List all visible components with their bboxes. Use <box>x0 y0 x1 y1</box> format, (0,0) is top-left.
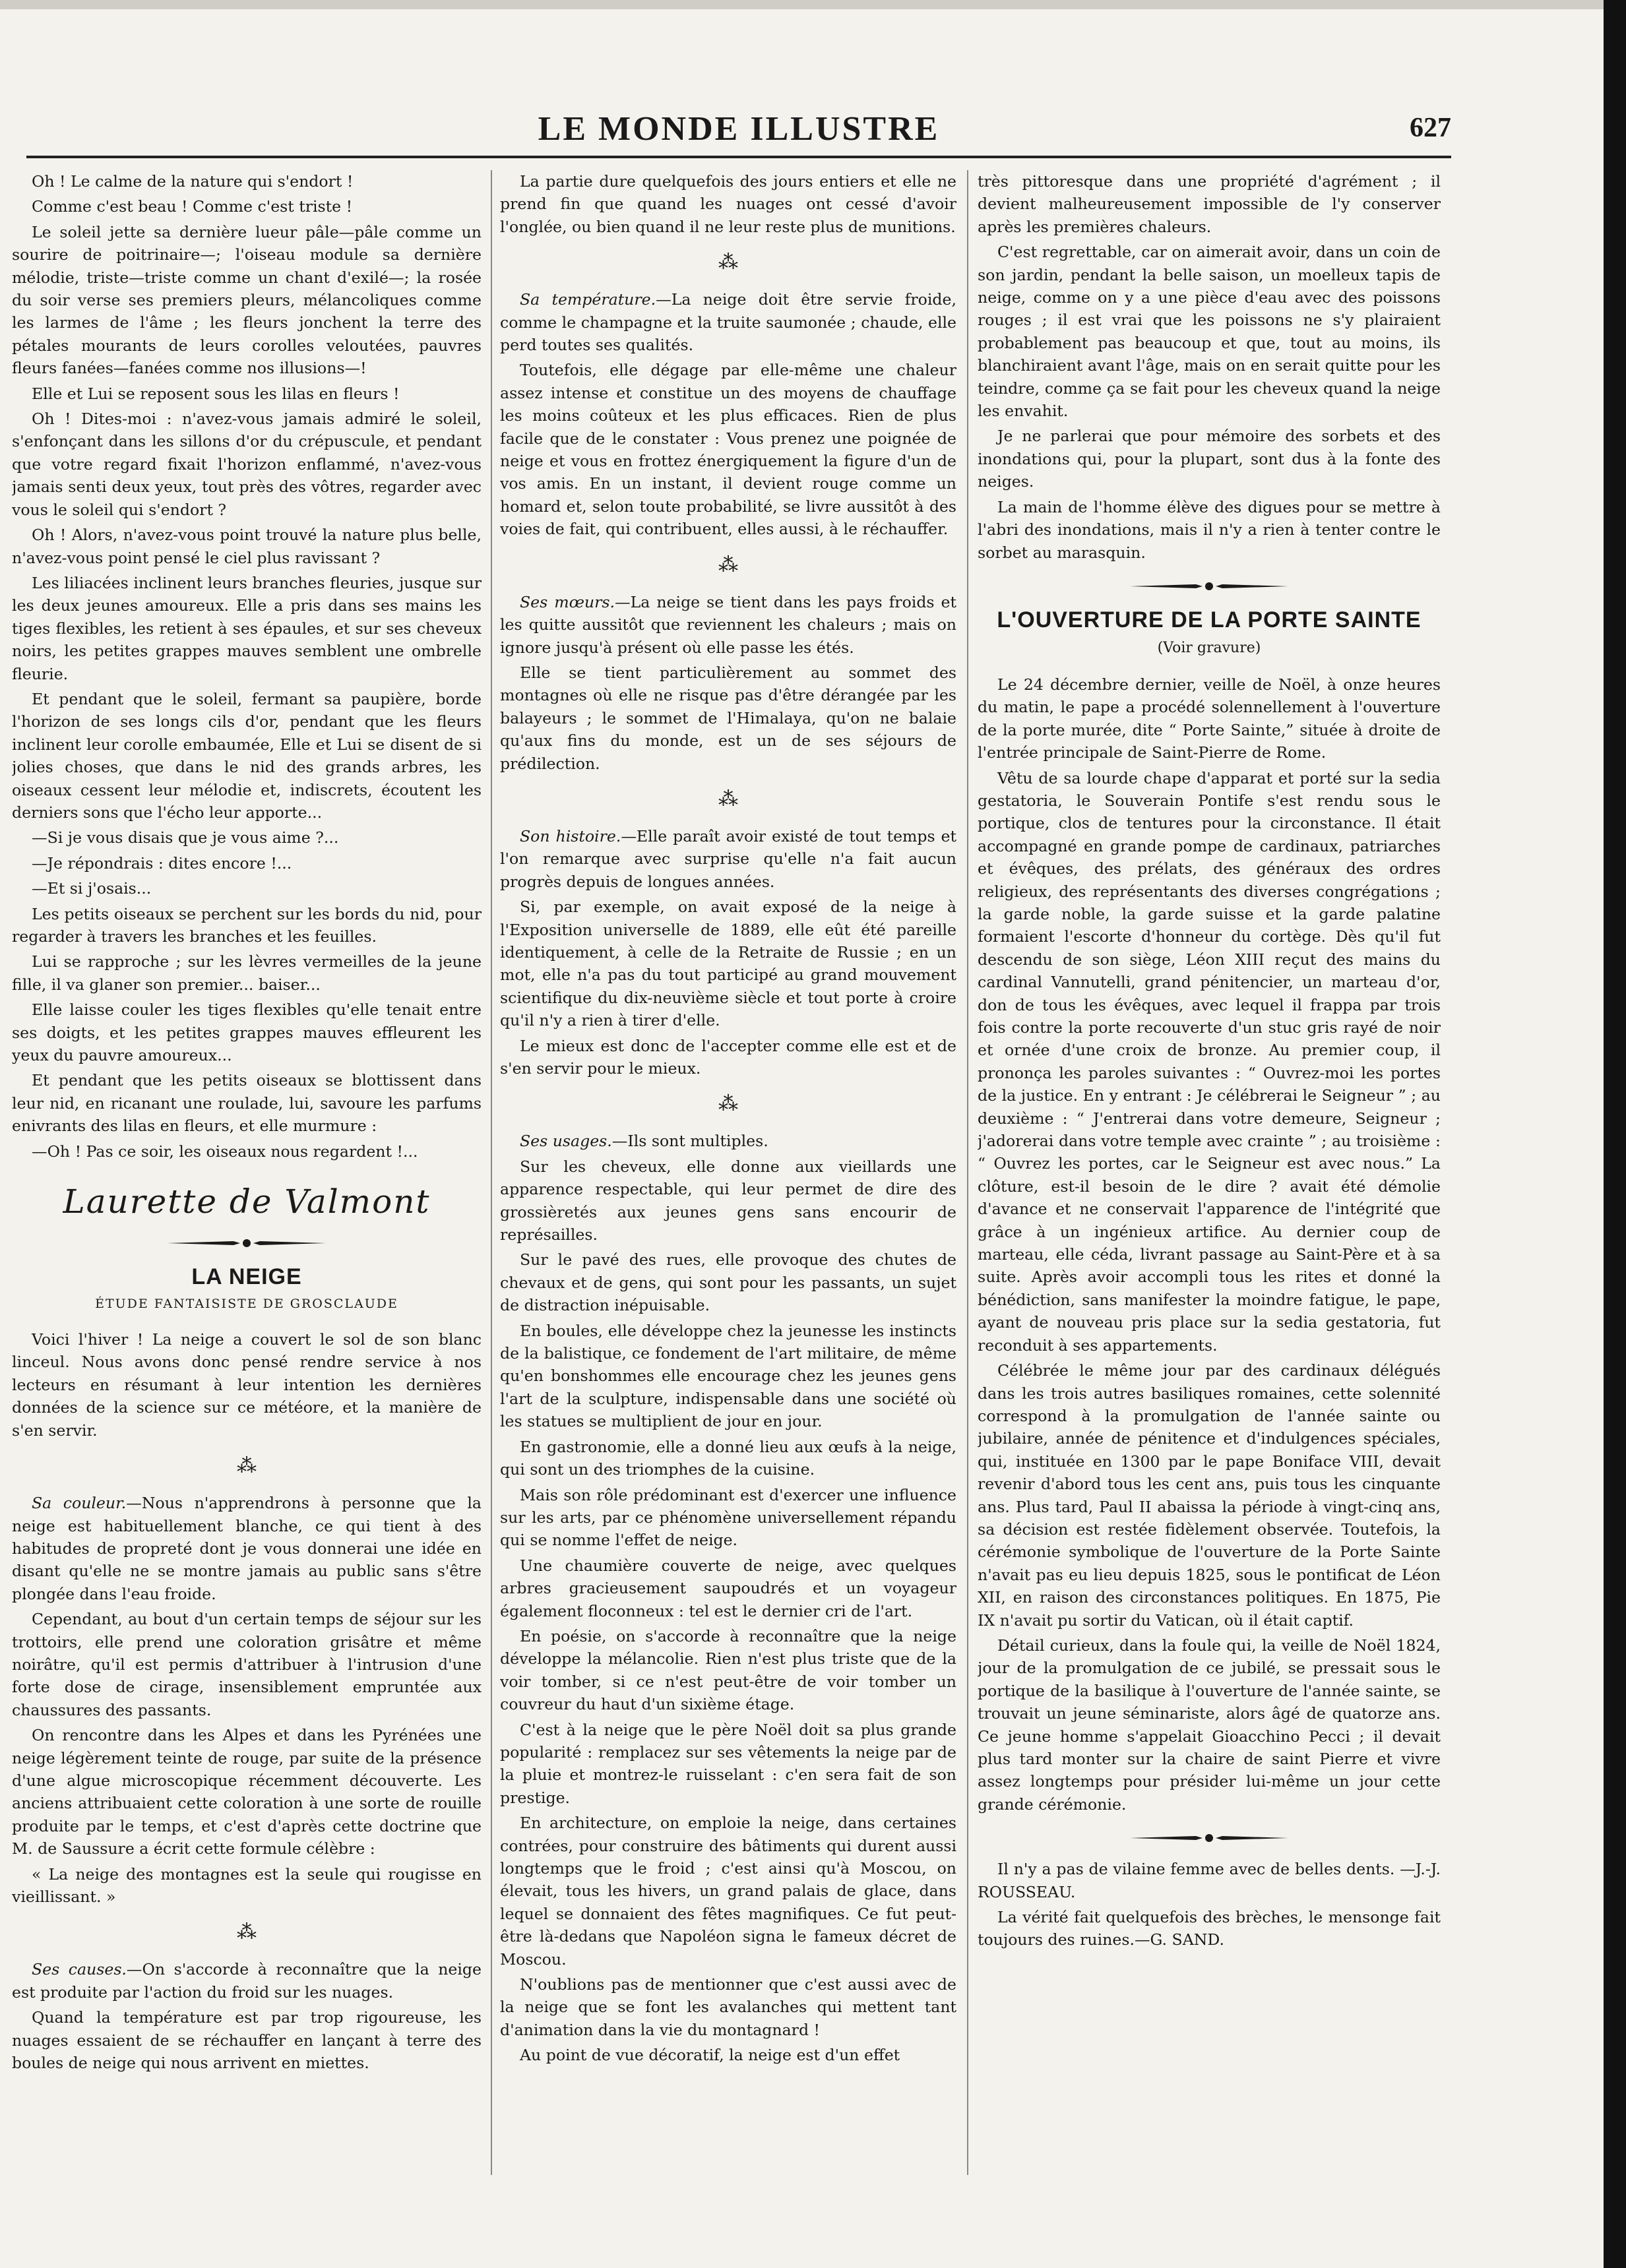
column-divider <box>491 170 492 2175</box>
section-stars: ⁂ <box>718 1092 738 1116</box>
usages-paragraph: Sur les cheveux, elle donne aux vieillards une apparence respectable, qui leur permet de dire des grossièretés aux jeunes gens sans encourir de représailles. <box>500 1157 956 1244</box>
column-middle <box>500 170 956 2175</box>
usages-paragraph: En gastronomie, elle a donné lieu aux œufs à la neige, qui sont un des triomphes de la cuisine. <box>500 1437 956 1479</box>
causes-text: —On s'accorde à reconnaître que la neige est produite par l'action du froid sur les nuages. <box>12 1960 482 2002</box>
histoire-p2: Si, par exemple, on avait exposé de la neige à l'Exposition universelle de 1889, elle eût été pareille identiquement, à celle de la Retraite de Russie ; en un mot, elle n'a pas du tout participé au grand mouvement scientifique du dix-neuvième siècle et tout porte à croire qu'il n'y a rien à tirer d'elle. <box>500 898 956 1030</box>
article-title-la-neige: LA NEIGE <box>191 1264 302 1290</box>
poem-paragraph: —Et si j'osais... <box>32 879 152 898</box>
usages-paragraph: En poésie, on s'accorde à reconnaître que la neige développe la mélancolie. Rien n'est plus triste que de la voir tomber, si ce n'est peut-être de voir tomber un couvreur du haut d'un sixième étage. <box>500 1626 956 1714</box>
poem-paragraph: Oh ! Alors, n'avez-vous point trouvé la nature plus belle, n'avez-vous point pensé le ciel plus ravissant ? <box>12 526 482 567</box>
temperature-paragraph <box>500 288 956 356</box>
poem-paragraph: Le soleil jette sa dernière lueur pâle—pâle comme un sourire de poitrinaire—; l'oiseau module sa dernière mélodie, triste—triste comme un chant d'exilé—; la rosée du soir verse ses premiers pleurs, mélancoliques comme les larmes de l'âme ; les fleurs jonchent la terre des pétales mourants de leurs corolles veloutées, pauvres fleurs fanées—fanées comme nos illusions—! <box>12 222 482 378</box>
usages-paragraph: Une chaumière couverte de neige, avec quelques arbres gracieusement saupoudrés et un voyageur également floconneux : tel est le dernier cri de l'art. <box>500 1556 956 1620</box>
moeurs-paragraph <box>500 591 956 659</box>
couleur-text: —Nous n'apprendrons à personne que la neige est habituellement blanche, ce qui tient à des habitudes de propreté dont je vous donnerai une idée en disant qu'elle ne se montre jamais au public sans s'être plongée dans l'eau froide. <box>12 1494 482 1603</box>
temperature-label: Sa température. <box>520 290 656 309</box>
section-stars: ⁂ <box>718 251 738 274</box>
poem-paragraph: Oh ! Le calme de la nature qui s'endort ! <box>32 172 354 191</box>
temperature-text: —La neige doit être servie froide, comme le champagne et la truite saumonée ; chaude, elle perd toutes ses qualités. <box>500 290 956 355</box>
maxim-sand: La vérité fait quelquefois des brèches, le mensonge fait toujours des ruines.—G. SAND. <box>978 1908 1441 1949</box>
histoire-text: —Elle paraît avoir existé de tout temps et l'on remarque avec surprise qu'elle n'a fait aucun progrès depuis de longues années. <box>500 826 956 891</box>
couleur-p3: On rencontre dans les Alpes et dans les Pyrénées une neige légèrement teinte de rouge, par suite de la présence d'une algue microscopique récemment découverte. Les anciens attribuaient cette coloration à une sorte de rouille produite par le temps, et c'est d'après cette doctrine que M. de Saussure a écrit cette formule célèbre : <box>12 1726 482 1858</box>
poem-paragraph: —Si je vous disais que je vous aime ?... <box>32 828 339 847</box>
moeurs-label: Ses mœurs. <box>520 592 615 611</box>
usages-text: —Ils sont multiples. <box>611 1132 768 1151</box>
poem-paragraph: Comme c'est beau ! Comme c'est triste ! <box>32 197 353 216</box>
usages-label: Ses usages. <box>520 1132 612 1151</box>
usages-paragraph: Sur le pavé des rues, elle provoque des chutes de chevaux et de gens, qui sont pour les passants, un sujet de distraction inépuisable. <box>500 1250 956 1315</box>
porte-paragraph: Vêtu de sa lourde chape d'apparat et porté sur la sedia gestatoria, le Souverain Pontife s'est rendu sous le portique, clos de tentures pour la circonstance. Il était accompagné en grande pompe de cardinaux, patriarches et évêques, des prélats, des généraux des ordres religieux, des représentants des diverses congrégations ; la garde noble, la garde suisse et la garde palatine formaient l'escorte d'honneur du cortège. Dès qu'il fut descendu de son siège, Léon XIII reçut des mains du cardinal Vannutelli, grand pénitencier, un marteau d'or, don de tous les évêques, avec lequel il frappa par trois fois contre la porte recouverte d'un stuc gris rayé de noir et ornée d'une croix de bronze. Au premier coup, il prononça les paroles suivantes : “ Ouvrez-moi les portes de la justice. En y entrant : Je célébrerai le Seigneur ” ; au deuxième : “ J'entrerai dans votre demeure, Seigneur ; j'adorerai dans votre temple avec crainte ” ; au troisième : “ Ouvrez les portes, car le Seigneur est avec nous.” La clôture, est-il besoin de le dire ? avait été démolie d'avance et ne conservait l'apparence de l'intégrité que grâce à un ingénieux artifice. Au dernier coup de marteau, elle céda, livrant passage au Saint-Père et à sa suite. Après avoir accompli tous les rites et donné la bénédiction, sans manifester la moindre fatigue, le pape, ayant de nouveau pris place sur la sedia gestatoria, fut reconduit à ses appartements. <box>978 768 1441 1355</box>
causes-label: Ses causes. <box>32 1960 127 1979</box>
column-divider <box>967 170 968 2175</box>
column-left <box>12 170 482 2175</box>
section-stars: ⁂ <box>718 787 738 811</box>
maxim-rousseau: Il n'y a pas de vilaine femme avec de belles dents. —J.-J. ROUSSEAU. <box>978 1860 1441 1901</box>
poem-paragraph: —Je répondrais : dites encore !... <box>32 853 292 873</box>
poem-text <box>12 170 482 1163</box>
poem-paragraph: Les liliacées inclinent leurs branches fleuries, jusque sur les deux jeunes amoureux. Elle a pris dans ses mains les tiges flexibles, les retient à ses épaules, et sur ses cheveux noirs, les petites grappes mauves semblent une ombrelle fleurie. <box>12 573 482 683</box>
couleur-label: Sa couleur. <box>32 1494 127 1513</box>
usages-paragraph: Au point de vue décoratif, la neige est d'un effet <box>520 2046 900 2065</box>
porte-sainte-text <box>978 673 1441 1816</box>
ornament-divider <box>1130 580 1288 593</box>
histoire-label: Son histoire. <box>520 826 621 845</box>
poem-paragraph: Elle laisse couler les tiges flexibles qu'elle tenait entre ses doigts, et les petites grappes mauves effleurent les yeux du pauvre amoureux... <box>12 1000 482 1065</box>
ornament-divider <box>168 1237 326 1250</box>
ornament-divider <box>1130 1831 1288 1845</box>
page-number: 627 <box>1410 113 1451 143</box>
histoire-p3: Le mieux est donc de l'accepter comme elle est et de s'en servir pour le mieux. <box>500 1036 956 1078</box>
histoire-paragraph <box>500 825 956 893</box>
poem-paragraph: Lui se rapproche ; sur les lèvres vermeilles de la jeune fille, il va glaner son premier... baiser... <box>12 952 482 994</box>
section-stars: ⁂ <box>718 553 738 576</box>
article-title-porte-sainte: L'OUVERTURE DE LA PORTE SAINTE <box>997 607 1422 632</box>
temperature-p2: Toutefois, elle dégage par elle-même une chaleur assez intense et constitue un des moyens de chauffage les moins coûteux et les plus efficaces. Rien de plus facile que de le constater : Vous prenez une poignée de neige et vous en frottez énergiquement la figure d'un de vos amis. En un instant, il devient rouge comme un homard et, selon toute probabilité, se livre aussitôt à des voies de fait, qui contribuent, elles aussi, à le réchauffer. <box>500 361 956 539</box>
saussure-quote: « La neige des montagnes est la seule qui rougisse en vieillissant. » <box>12 1864 482 1906</box>
porte-paragraph: Le 24 décembre dernier, veille de Noël, à onze heures du matin, le pape a procédé solennellement à l'ouverture de la porte murée, dite “ Porte Sainte,” située à droite de l'entrée principale de Saint-Pierre de Rome. <box>978 675 1441 762</box>
usages-paragraph: En boules, elle développe chez la jeunesse les instincts de la balistique, ce fondement de l'art militaire, de même qu'en bonshommes elle encourage chez les jeunes gens l'art de la sculpture, indispensable dans une société où les statues se multiplient de jour en jour. <box>500 1321 956 1431</box>
causes-p2: Quand la température est par trop rigoureuse, les nuages essaient de se réchauffer en lançant à terre des boules de neige qui nous arrivent en miettes. <box>12 2008 482 2073</box>
neige-intro: Voici l'hiver ! La neige a couvert le sol de son blanc linceul. Nous avons donc pensé rendre service à nos lecteurs en résumant à leur intention les dernières données de la science sur ce météore, et la manière de s'en servir. <box>12 1330 482 1440</box>
column-right <box>978 170 1441 2175</box>
poem-paragraph: Elle et Lui se reposent sous les lilas en fleurs ! <box>32 384 400 403</box>
poem-paragraph: Et pendant que le soleil, fermant sa paupière, borde l'horizon de ses longs cils d'or, pendant que les fleurs inclinent leur corolle embaumée, Elle et Lui se disent de si jolies choses, que dans le nid des grands arbres, les oiseaux cessent leur mélodie et, indiscrets, écoutent les derniers sons que l'écho leur apporte... <box>12 689 482 822</box>
section-stars: ⁂ <box>237 1454 257 1478</box>
neige-end-p2: C'est regrettable, car on aimerait avoir, dans un coin de son jardin, pendant la belle saison, un moelleux tapis de neige, comme on y a une pièce d'eau avec des poissons rouges ; il est vrai que les poissons ne s'y plairaient probablement pas beaucoup et que, tout au moins, ils blanchiraient avant l'âge, mais on en serait quitte pour les teindre, comme ça se fait pour les cheveux quand la neige les envahit. <box>978 243 1441 421</box>
poem-paragraph: Oh ! Dites-moi : n'avez-vous jamais admiré le soleil, s'enfonçant dans les sillons d'or du crépuscule, et pendant que votre regard fixait l'horizon enflammé, n'avez-vous jamais senti deux yeux, tout près des vôtres, regarder avec vous le soleil qui s'endort ? <box>12 410 482 519</box>
porte-paragraph: Détail curieux, dans la foule qui, la veille de Noël 1824, jour de la promulgation de ce jubilé, se pressait sous le portique de la basilique à l'ouverture de l'année sainte, se trouvait un jeune séminariste, alors âgé de quatorze ans. Ce jeune homme s'appelait Gioacchino Pecci ; il devait plus tard monter sur la chaire de saint Pierre et vivre assez longtemps pour présider lui-même un jour cette grande cérémonie. <box>978 1636 1441 1814</box>
running-head <box>26 106 1451 158</box>
section-stars: ⁂ <box>237 1920 257 1944</box>
usages-paragraph: N'oublions pas de mentionner que c'est aussi avec de la neige que se font les avalanches qui mettent tant d'animation dans la vie du montagnard ! <box>500 1975 956 2039</box>
article-subtitle: ÉTUDE FANTAISISTE DE GROSCLAUDE <box>95 1297 398 1312</box>
poem-paragraph: —Oh ! Pas ce soir, les oiseaux nous regardent !... <box>32 1142 418 1161</box>
moeurs-p2: Elle se tient particulièrement au sommet des montagnes où elle ne risque pas d'être dérangée par les balayeurs ; le sommet de l'Himalaya, qu'on ne balaie qu'aux fins du monde, est un de ses séjours de prédilection. <box>500 663 956 773</box>
moeurs-text: —La neige se tient dans les pays froids et les quitte aussitôt que reviennent les chaleurs ; mais on ignore jusqu'à présent où elle passe les étés. <box>500 592 956 657</box>
neige-continued: La partie dure quelquefois des jours entiers et elle ne prend fin que quand les nuages ont cessé d'avoir l'onglée, ou bien quand il ne leur reste plus de munitions. <box>500 172 956 236</box>
couleur-paragraph <box>12 1492 482 1605</box>
porte-paragraph: Célébrée le même jour par des cardinaux délégués dans les trois autres basiliques romaines, cette solennité correspond à la promulgation de l'année sainte ou jubilaire, année de pénitence et d'indulgences spéciales, qui, instituée en 1300 par le pape Boniface VIII, devait revenir d'abord tous les cent ans, puis tous les cinquante ans. Plus tard, Paul II abaissa la période à vingt-cinq ans, sa décision est restée fidèlement observée. Toutefois, la cérémonie symbolique de l'ouverture de la Porte Sainte n'avait pas eu lieu depuis 1825, sous le pontificat de Léon XII, en raison des circonstances politiques. En 1875, Pie IX n'avait pu sortir du Vatican, où il était captif. <box>978 1361 1441 1630</box>
journal-title: LE MONDE ILLUSTRE <box>538 110 940 148</box>
poem-paragraph: Les petits oiseaux se perchent sur les bords du nid, pour regarder à travers les branches et les feuilles. <box>12 904 482 946</box>
neige-end-p4: La main de l'homme élève des digues pour se mettre à l'abri des inondations, mais il n'y a rien à tenter contre le sorbet au marasquin. <box>978 497 1441 562</box>
usages-paragraph: C'est à la neige que le père Noël doit sa plus grande popularité : remplacez sur ses vêtements la neige par de la pluie et montrez-le ruisselant : c'en sera fait de son prestige. <box>500 1720 956 1807</box>
usages-list <box>500 1155 956 2067</box>
usages-paragraph: En architecture, on emploie la neige, dans certaines contrées, pour construire des bâtiments qui durent aussi longtemps que le froid ; c'est ainsi qu'à Moscou, on élevait, tous les hivers, un grand palais de glace, dans lequel se donnaient des fêtes magnifiques. Ce fut peut-être là-dedans que Napoléon signa le fameux décret de Moscou. <box>500 1814 956 1969</box>
poem-paragraph: Et pendant que les petits oiseaux se blottissent dans leur nid, en ricanant une roulade, lui, savoure les parfums enivrants des lilas en fleurs, et elle murmure : <box>12 1071 482 1136</box>
author-signature: Laurette de Valmont <box>63 1182 431 1221</box>
neige-end-p1: très pittoresque dans une propriété d'agrément ; il devient malheureusement impossible de l'y conserver après les premières chaleurs. <box>978 172 1441 236</box>
usages-paragraph: Mais son rôle prédominant est d'exercer une influence sur les arts, par ce phénomène universellement répandu qui se nomme l'effet de neige. <box>500 1485 956 1550</box>
usages-paragraph <box>500 1130 956 1152</box>
neige-end-p3: Je ne parlerai que pour mémoire des sorbets et des inondations qui, pour la plupart, sont dus à la fonte des neiges. <box>978 427 1441 491</box>
page-right-edge <box>1604 0 1626 2268</box>
page-top-edge <box>0 0 1604 9</box>
causes-paragraph <box>12 1958 482 2004</box>
header-rule <box>26 156 1451 158</box>
couleur-p2: Cependant, au bout d'un certain temps de séjour sur les trottoirs, elle prend une coloration grisâtre et même noirâtre, qu'il est permis d'attribuer à l'intrusion d'une forte dose de cirage, insensiblement empruntée aux chaussures des passants. <box>12 1610 482 1719</box>
article-subtitle-gravure: (Voir gravure) <box>1157 639 1261 656</box>
